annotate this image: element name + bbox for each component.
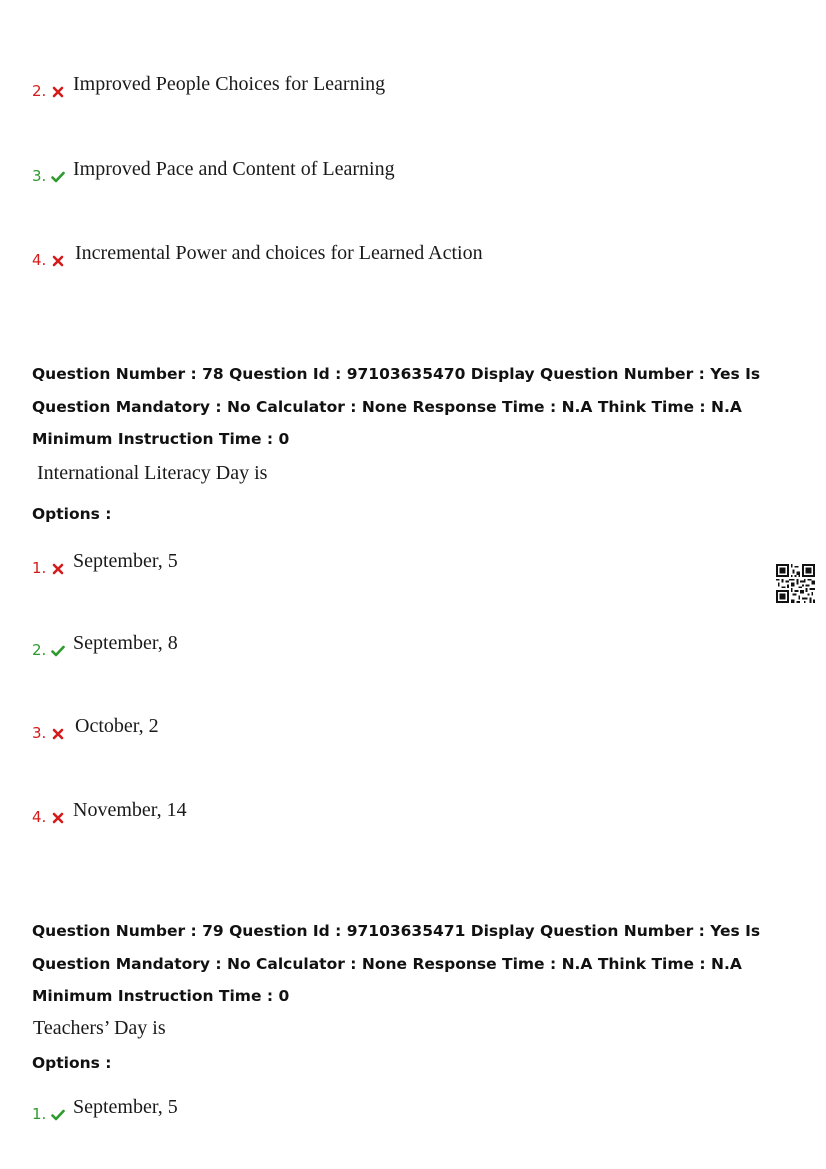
qr-code-icon bbox=[776, 564, 815, 603]
question-text: Teachers’ Day is bbox=[33, 1017, 166, 1039]
option-number: 4. bbox=[32, 251, 47, 269]
option-number: 3. bbox=[32, 724, 47, 742]
option-text: September, 8 bbox=[73, 632, 178, 654]
check-icon bbox=[51, 1109, 65, 1121]
option-text: September, 5 bbox=[73, 550, 178, 572]
options-label: Options : bbox=[32, 1054, 112, 1072]
option-number: 2. bbox=[32, 82, 47, 100]
question-meta: Question Number : 78 Question Id : 97103635470 Display Question Number : Yes Is Question Mandatory : No Calculator : None Response Time : N.A Think Time : N.A Minimum Instruction Time : 0 bbox=[32, 365, 761, 448]
question-text: International Literacy Day is bbox=[37, 462, 268, 484]
option-number: 1. bbox=[32, 559, 47, 577]
option-number: 3. bbox=[32, 167, 47, 185]
cross-icon bbox=[51, 86, 65, 98]
option-number: 2. bbox=[32, 641, 47, 659]
option-text: Improved Pace and Content of Learning bbox=[73, 158, 395, 180]
option-text: Improved People Choices for Learning bbox=[73, 73, 386, 95]
option-text: October, 2 bbox=[75, 715, 159, 737]
cross-icon bbox=[51, 255, 65, 267]
option-text: Incremental Power and choices for Learned Action bbox=[75, 242, 483, 264]
check-icon bbox=[51, 171, 65, 183]
option-text: September, 5 bbox=[73, 1096, 178, 1118]
check-icon bbox=[51, 645, 65, 657]
cross-icon bbox=[51, 812, 65, 824]
option-text: November, 14 bbox=[73, 799, 187, 821]
option-number: 1. bbox=[32, 1105, 47, 1123]
question-meta: Question Number : 79 Question Id : 97103635471 Display Question Number : Yes Is Question Mandatory : No Calculator : None Response Time : N.A Think Time : N.A Minimum Instruction Time : 0 bbox=[32, 922, 761, 1005]
cross-icon bbox=[51, 563, 65, 575]
cross-icon bbox=[51, 728, 65, 740]
options-label: Options : bbox=[32, 505, 112, 523]
option-number: 4. bbox=[32, 808, 47, 826]
